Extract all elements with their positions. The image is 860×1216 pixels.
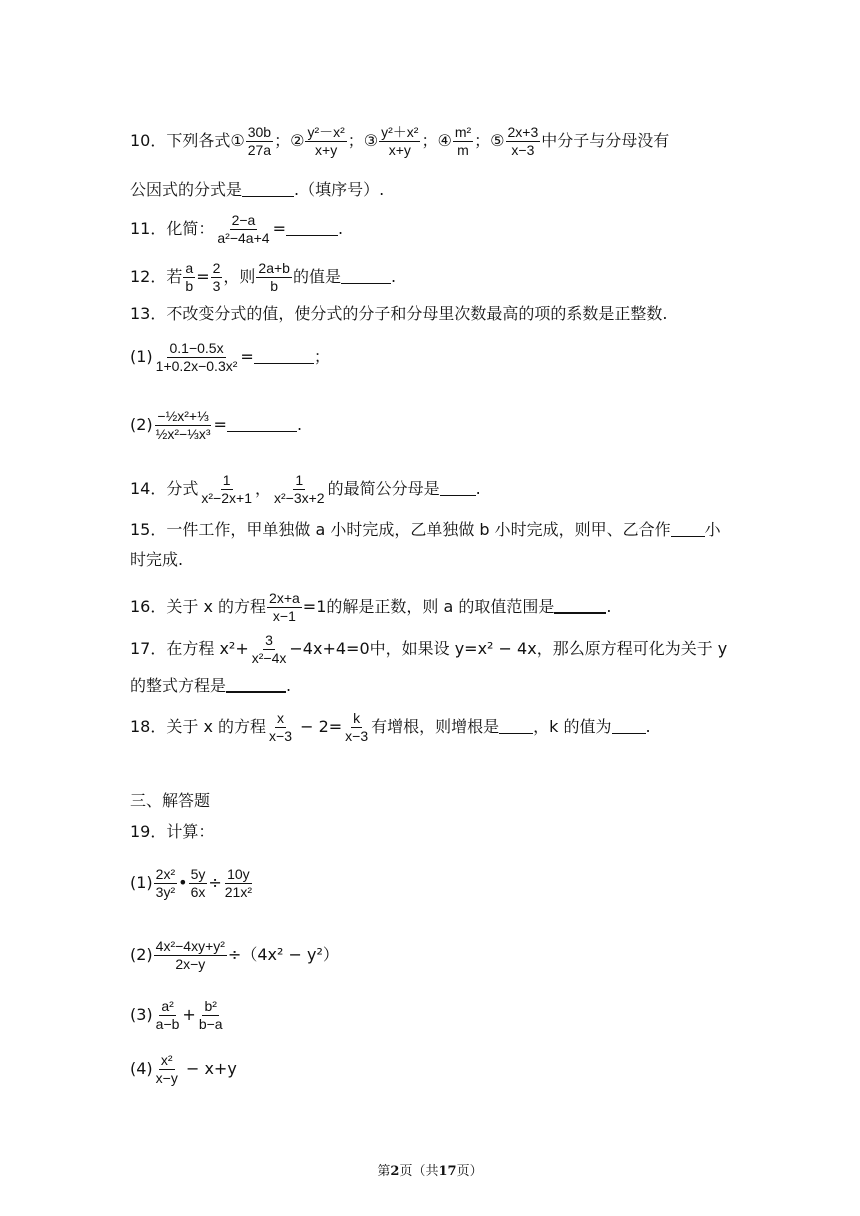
question-17-line-2 <box>130 676 291 696</box>
separator: ；③ <box>347 131 379 150</box>
answer-blank[interactable] <box>671 536 705 537</box>
fraction: $\frac{2}{3}$ <box>212 260 221 294</box>
fraction: $\frac{1}{\text{x²−2x+1}}$ <box>201 472 252 506</box>
answer-blank[interactable] <box>286 235 338 236</box>
question-text: 的最简公分母是 <box>327 479 440 498</box>
question-number: 18． <box>130 717 167 736</box>
question-19-part-3 <box>130 998 226 1033</box>
question-17-line-1 <box>130 632 727 667</box>
question-text: 在方程 x²+ <box>166 639 249 658</box>
answer-blank[interactable] <box>254 363 314 364</box>
footer-text: 页） <box>456 1164 483 1179</box>
question-text: ，k 的值为 <box>533 717 612 736</box>
fraction: $\frac{5y}{6x}$ <box>190 866 206 900</box>
answer-blank[interactable] <box>440 495 476 496</box>
question-text: 中分子与分母没有 <box>541 131 670 150</box>
operator: + <box>182 1005 196 1024</box>
fraction: $\frac{\text{4x²−4xy+y²}}{2x-y}$ <box>155 938 225 972</box>
question-18 <box>130 710 651 745</box>
question-15-line-2 <box>130 550 183 570</box>
separator: ；② <box>274 131 305 150</box>
question-text: 分式 <box>166 479 199 498</box>
part-label: (2) <box>130 945 153 964</box>
fraction: $\frac{\text{b²}}{b-a}$ <box>198 998 223 1032</box>
equals-sign: =1 <box>302 597 327 616</box>
part-label: (4) <box>130 1059 153 1078</box>
question-text: 关于 x 的方程 <box>166 597 267 616</box>
question-number: 14． <box>130 479 167 498</box>
part-label: (1) <box>130 347 153 366</box>
page-number: 2 <box>390 1164 400 1179</box>
answer-blank[interactable] <box>226 691 286 693</box>
part-label: (1) <box>130 873 153 892</box>
question-text: 时完成. <box>130 550 184 569</box>
question-text: 关于 x 的方程 <box>166 717 267 736</box>
question-13-part-1 <box>130 340 330 375</box>
fraction: $\frac{0.1-0.5x}{\text{1+0.2x−0.3x²}}$ <box>155 340 238 374</box>
question-11 <box>130 212 343 247</box>
question-text: −4x+4=0中，如果设 y=x² − 4x，那么原方程可化为关于 y <box>289 639 728 658</box>
fraction: $\frac{\text{2x²}}{\text{3y²}}$ <box>155 866 176 900</box>
part-label: (3) <box>130 1005 153 1024</box>
part-label: (2) <box>130 415 153 434</box>
fraction: $\frac{\text{y²＋x²}}{x+y}$ <box>381 124 419 158</box>
fraction: $\frac{x}{x-3}$ <box>269 710 292 744</box>
question-number: 17． <box>130 639 167 658</box>
question-text: 小 <box>704 520 721 539</box>
question-16 <box>130 590 611 625</box>
question-15-line-1 <box>130 520 721 540</box>
question-14 <box>130 472 481 507</box>
question-text: ÷（4x² − y²） <box>227 945 339 964</box>
fraction: $\frac{\text{m²}}{m}$ <box>454 124 472 158</box>
fraction: $\frac{\text{y²－x²}}{x+y}$ <box>307 124 345 158</box>
equals-sign: = <box>196 267 210 286</box>
answer-blank[interactable] <box>554 612 606 614</box>
period: . <box>475 479 481 498</box>
question-19-part-4 <box>130 1052 237 1087</box>
question-text: .（填序号）. <box>294 180 385 199</box>
answer-blank[interactable] <box>499 733 533 734</box>
question-text: 下列各式① <box>166 131 245 150</box>
total-pages: 17 <box>438 1164 457 1179</box>
fraction: $\frac{k}{x-3}$ <box>345 710 369 744</box>
footer-text: 第 <box>377 1164 391 1179</box>
separator: ， <box>254 479 271 498</box>
question-text: 有增根，则增根是 <box>371 717 500 736</box>
question-13-part-2 <box>130 408 302 443</box>
period: . <box>337 219 344 238</box>
question-text: 的整式方程是 <box>130 676 227 695</box>
question-text: 化简： <box>166 219 215 238</box>
fraction: $\frac{2a+b}{b}$ <box>258 260 290 294</box>
question-text: 公因式的分式是 <box>130 180 243 199</box>
fraction: $\frac{10y}{\text{21x²}}$ <box>224 866 252 900</box>
fraction: $\frac{\text{−½x²+⅓}}{\text{½x²−⅓x³}}$ <box>155 408 211 442</box>
separator: ；④ <box>421 131 452 150</box>
period: . <box>286 676 292 695</box>
question-10-line-2 <box>130 180 384 200</box>
fraction: $\frac{2x+a}{x-1}$ <box>269 590 300 624</box>
period: . <box>390 267 397 286</box>
question-number: 10． <box>130 131 167 150</box>
fraction: $\frac{a}{b}$ <box>185 260 194 294</box>
equals-sign: = <box>272 219 286 238</box>
footer-text: 页（共 <box>399 1164 439 1179</box>
punctuation: ； <box>313 347 330 366</box>
fraction: $\frac{1}{\text{x²−3x+2}}$ <box>274 472 325 506</box>
fraction: $\frac{3}{\text{x²−4x}}$ <box>251 632 287 666</box>
answer-blank[interactable] <box>341 283 391 284</box>
question-number: 11． <box>130 219 167 238</box>
question-19 <box>130 822 214 842</box>
fraction: $\frac{2-a}{\text{a²−4a+4}}$ <box>217 212 270 246</box>
page-footer <box>0 1160 860 1179</box>
operator: • <box>178 873 188 892</box>
answer-blank[interactable] <box>242 196 294 197</box>
question-number: 12． <box>130 267 167 286</box>
period: . <box>606 597 612 616</box>
question-text: 不改变分式的值，使分式的分子和分母里次数最高的项的系数是正整数. <box>166 304 668 323</box>
period: . <box>296 415 303 434</box>
separator: ；⑤ <box>474 131 505 150</box>
question-text: 若 <box>166 267 183 286</box>
question-text: 19．计算： <box>130 822 215 841</box>
fraction: $\frac{2x+3}{x-3}$ <box>507 124 539 158</box>
equals-sign: = <box>240 347 254 366</box>
question-10-line-1 <box>130 124 669 159</box>
answer-blank[interactable] <box>612 733 646 734</box>
question-text: ，则 <box>223 267 256 286</box>
question-number: 16． <box>130 597 167 616</box>
answer-blank[interactable] <box>227 431 297 432</box>
question-text: − 2= <box>295 717 343 736</box>
question-12 <box>130 260 396 295</box>
fraction: $\frac{\text{x²}}{x-y}$ <box>155 1052 178 1086</box>
question-19-part-2 <box>130 938 339 973</box>
question-text: − x+y <box>180 1059 237 1078</box>
section-heading: 三、解答题 <box>130 791 211 810</box>
operator: ÷ <box>208 873 222 892</box>
question-number: 13． <box>130 304 167 323</box>
question-text: 15．一件工作，甲单独做 a 小时完成，乙单独做 b 小时完成，则甲、乙合作 <box>130 520 671 539</box>
fraction: $\frac{\text{a²}}{a-b}$ <box>155 998 180 1032</box>
fraction: $\frac{30b}{27a}$ <box>247 124 272 158</box>
question-text: 的值是 <box>292 267 341 286</box>
question-13 <box>130 304 667 324</box>
question-19-part-1 <box>130 866 255 901</box>
period: . <box>645 717 651 736</box>
equals-sign: = <box>213 415 227 434</box>
question-text: 的解是正数，则 a 的取值范围是 <box>326 597 555 616</box>
